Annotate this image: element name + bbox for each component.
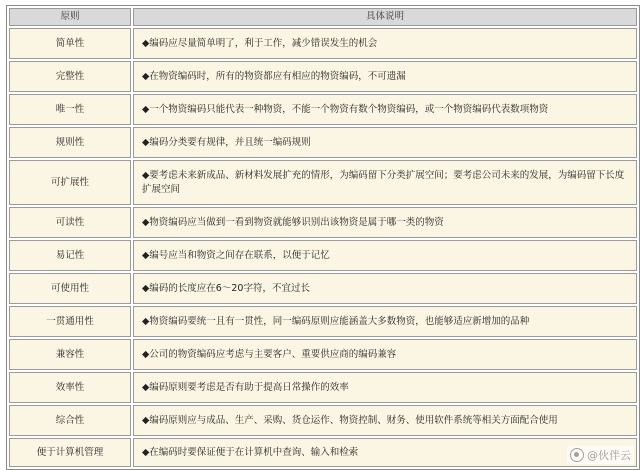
principles-table	[6, 5, 640, 470]
table-row	[9, 306, 637, 337]
description-cell: ◆编码的长度应在6～20字符，不宜过长	[133, 273, 637, 304]
description-cell: ◆编号应当和物资之间存在联系，以便于记忆	[133, 240, 637, 271]
description-cell: ◆公司的物资编码应考虑与主要客户、重要供应商的编码兼容	[133, 339, 637, 370]
description-cell: ◆物资编码应当做到一看到物资就能够识别出该物资是属于哪一类的物资	[133, 207, 637, 238]
table-header-row	[9, 8, 637, 26]
table-row	[9, 273, 637, 304]
table-row	[9, 28, 637, 59]
principle-cell: 可扩展性	[9, 160, 131, 205]
description-cell: ◆要考虑未来新成品、新材料发展扩充的情形，为编码留下分类扩展空间；要考虑公司未来的发展，为编码留下长度扩展空间	[133, 160, 637, 205]
table-row	[9, 405, 637, 436]
description-cell: ◆在编码时要保证便于在计算机中查询、输入和检索	[133, 438, 637, 467]
logo-icon	[570, 448, 584, 462]
principle-cell: 规则性	[9, 127, 131, 158]
watermark	[567, 446, 634, 464]
principle-cell: 效率性	[9, 372, 131, 403]
principle-cell: 简单性	[9, 28, 131, 59]
table-row	[9, 240, 637, 271]
header-principle: 原则	[9, 8, 131, 26]
principle-cell: 完整性	[9, 61, 131, 92]
description-cell: ◆物资编码要统一且有一贯性，同一编码原则应能涵盖大多数物资，也能够适应新增加的品种	[133, 306, 637, 337]
description-cell: ◆在物资编码时，所有的物资都应有相应的物资编码，不可遗漏	[133, 61, 637, 92]
description-cell: ◆一个物资编码只能代表一种物资，不能一个物资有数个物资编码，或一个物资编码代表数项物资	[133, 94, 637, 125]
description-cell: ◆编码原则应与成品、生产、采购、货仓运作、物资控制、财务、使用软件系统等相关方面配合使用	[133, 405, 637, 436]
description-cell: ◆编码原则要考虑是否有助于提高日常操作的效率	[133, 372, 637, 403]
table-row	[9, 160, 637, 205]
principle-cell: 易记性	[9, 240, 131, 271]
principle-cell: 兼容性	[9, 339, 131, 370]
table-row	[9, 127, 637, 158]
table-row	[9, 339, 637, 370]
principle-cell: 一贯通用性	[9, 306, 131, 337]
watermark-text: @伙伴云	[587, 449, 631, 462]
table-row	[9, 372, 637, 403]
principle-cell: 综合性	[9, 405, 131, 436]
table-row	[9, 438, 637, 467]
principle-cell: 便于计算机管理	[9, 438, 131, 467]
table-row	[9, 94, 637, 125]
table-row	[9, 61, 637, 92]
description-cell: ◆编码应尽量简单明了，利于工作，减少错误发生的机会	[133, 28, 637, 59]
principle-cell: 唯一性	[9, 94, 131, 125]
table-row	[9, 207, 637, 238]
header-description: 具体说明	[133, 8, 637, 26]
principle-cell: 可使用性	[9, 273, 131, 304]
principle-cell: 可读性	[9, 207, 131, 238]
description-cell: ◆编码分类要有规律，并且统一编码规则	[133, 127, 637, 158]
